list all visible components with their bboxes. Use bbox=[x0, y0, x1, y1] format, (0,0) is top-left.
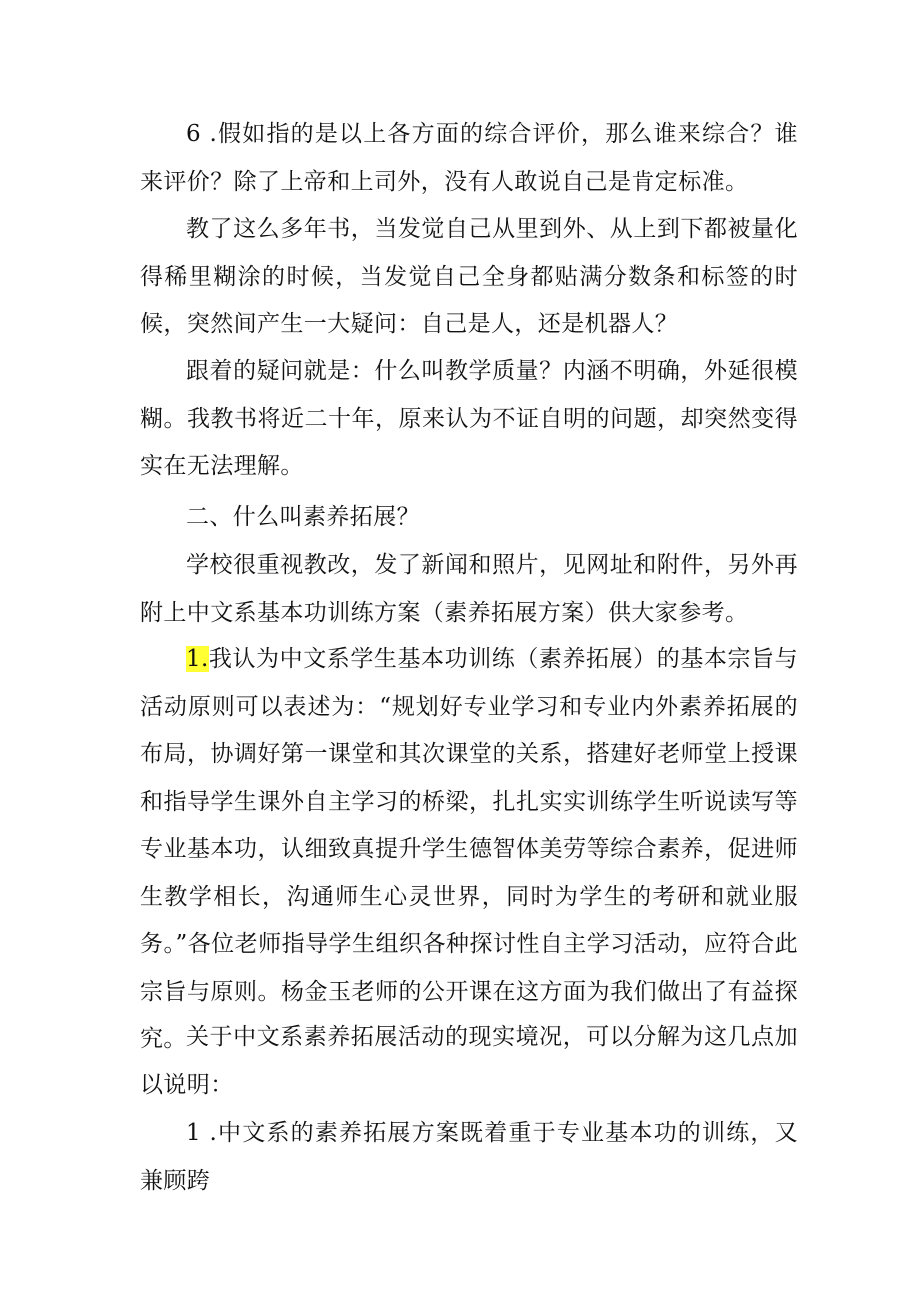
paragraph-text: 学校很重视教改，发了新闻和照片，见网址和附件，另外再附上中文系基本功训练方案（素养拓展方案）供大家参考。 bbox=[140, 552, 798, 626]
section-heading-literacy-expansion bbox=[140, 494, 798, 542]
paragraph-training-principle bbox=[140, 636, 798, 1064]
paragraph-current-situation bbox=[140, 1014, 798, 1109]
paragraph-text: 跟着的疑问就是：什么叫教学质量？内涵不明确，外延很模糊。我教书将近二十年，原来认为不证自明的问题，却突然变得实在无法理解。 bbox=[140, 358, 798, 479]
paragraph-quantified-doubt bbox=[140, 206, 798, 349]
highlighted-number: 1. bbox=[186, 646, 209, 672]
paragraph-text: 我认为中文系学生基本功训练（素养拓展）的基本宗旨与活动原则可以表述为：“规划好专业学习和专业内外素养拓展的布局，协调好第一课堂和其次课堂的关系，搭建好老师堂上授课和指导学生课外自主学习的桥梁，扎扎实实训练学生听说读写等专业基本功，认细致真提升学生德智体美劳等综合素养，促进师生教学相长，沟通师生心灵世界，同时为学生的考研和就业服务。”各位老师指导学生组织各种探讨性自主学习活动，应符合此宗旨与原则。杨金玉老师的公开课在这方面为我们做出了有益探究。 bbox=[140, 646, 798, 1052]
paragraph-text: 教了这么多年书，当发觉自己从里到外、从上到下都被量化得稀里糊涂的时候，当发觉自己全身都贴满分数条和标签的时候，突然间产生一大疑问：自己是人，还是机器人？ bbox=[140, 216, 798, 337]
paragraph-point-one bbox=[140, 1110, 798, 1205]
paragraph-text: 6 .假如指的是以上各方面的综合评价，那么谁来综合？谁来评价？除了上帝和上司外，没有人敢说自己是肯定标准。 bbox=[140, 121, 798, 195]
heading-text: 二、什么叫素养拓展？ bbox=[186, 504, 420, 530]
paragraph-evaluation-question bbox=[140, 111, 798, 206]
paragraph-school-reform bbox=[140, 542, 798, 637]
paragraph-teaching-quality bbox=[140, 348, 798, 491]
paragraph-text: 关于中文系素养拓展活动的现实境况，可以分解为这几点加以说明： bbox=[140, 1024, 798, 1098]
paragraph-text: 1 .中文系的素养拓展方案既着重于专业基本功的训练，又兼顾跨 bbox=[140, 1120, 798, 1194]
